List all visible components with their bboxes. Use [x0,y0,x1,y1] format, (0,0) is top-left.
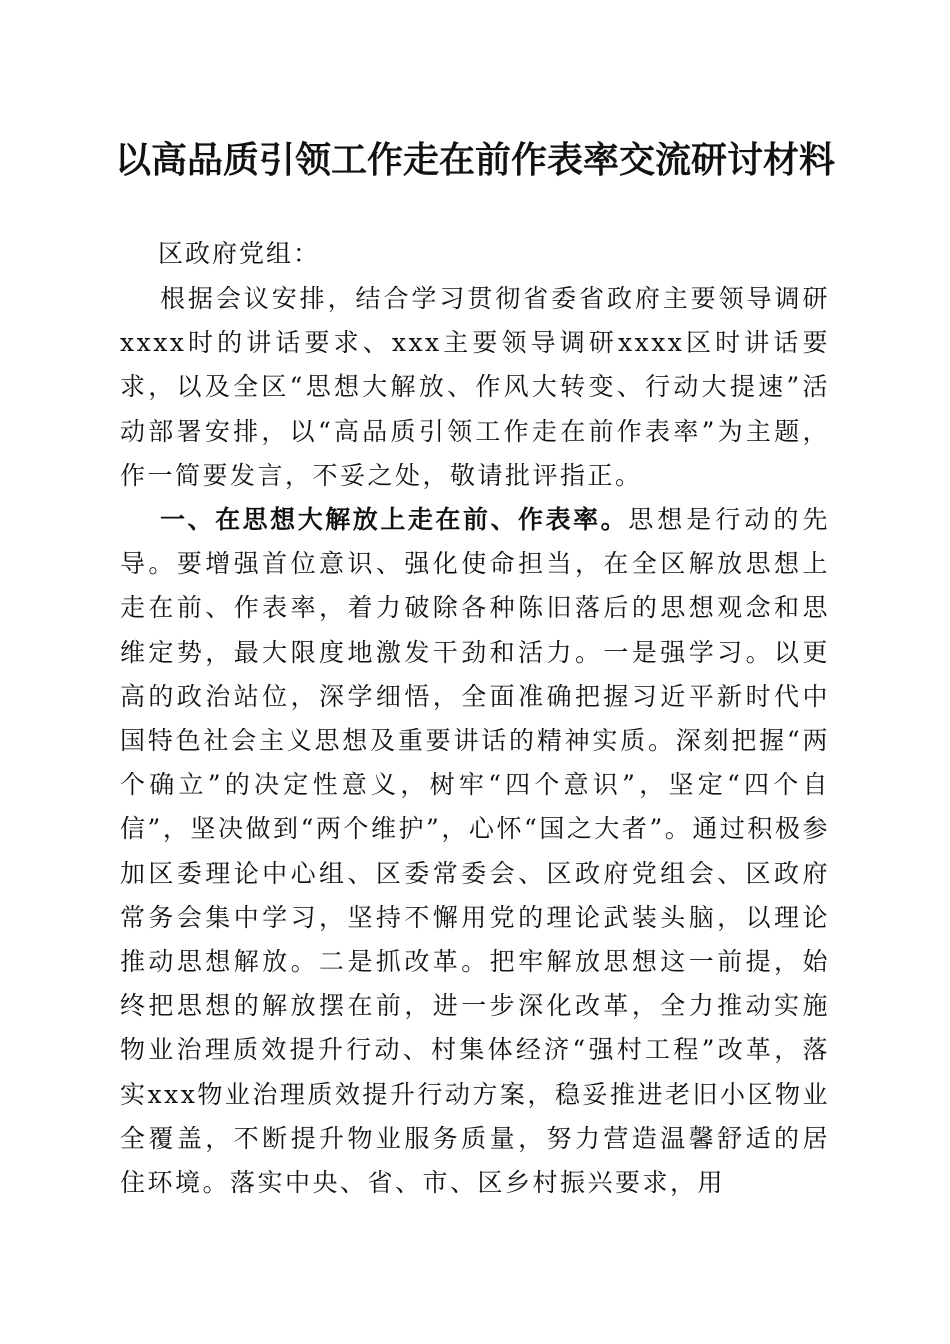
section-1-body: 思想是行动的先导。要增强首位意识、强化使命担当，在全区解放思想上走在前、作表率，着力破除各种陈旧落后的思想观念和思维定势，最大限度地激发干劲和活力。一是强学习。以更高的政治站位，深学细悟，全面准确把握习近平新时代中国特色社会主义思想及重要讲话的精神实质。深刻把握“两个确立”的决定性意义，树牢“四个意识”，坚定“四个自信”，坚决做到“两个维护”，心怀“国之大者”。通过积极参加区委理论中心组、区委常委会、区政府党组会、区政府常务会集中学习，坚持不懈用党的理论武装头脑，以理论推动思想解放。二是抓改革。把牢解放思想这一前提，始终把思想的解放摆在前，进一步深化改革，全力推动实施物业治理质效提升行动、村集体经济“强村工程”改革，落实xxx物业治理质效提升行动方案，稳妥推进老旧小区物业全覆盖，不断提升物业服务质量，努力营造温馨舒适的居住环境。落实中央、省、市、区乡村振兴要求，用 [120,505,831,1198]
salutation: 区政府党组： [158,239,321,268]
paragraph-intro: 根据会议安排，结合学习贯彻省委省政府主要领导调研xxxx时的讲话要求、xxx主要领导调研xxxx区时讲话要求，以及全区“思想大解放、作风大转变、行动大提速”活动部署安排，以“高品质引领工作走在前作表率”为主题，作一简要发言，不妥之处，敬请批评指正。 [120,284,830,490]
document-title: 以高品质引领工作走在前作表率交流研讨材料 [114,140,835,181]
section-1-heading: 一、在思想大解放上走在前、作表率。 [160,505,629,534]
paragraph-section-1 [120,498,830,1205]
